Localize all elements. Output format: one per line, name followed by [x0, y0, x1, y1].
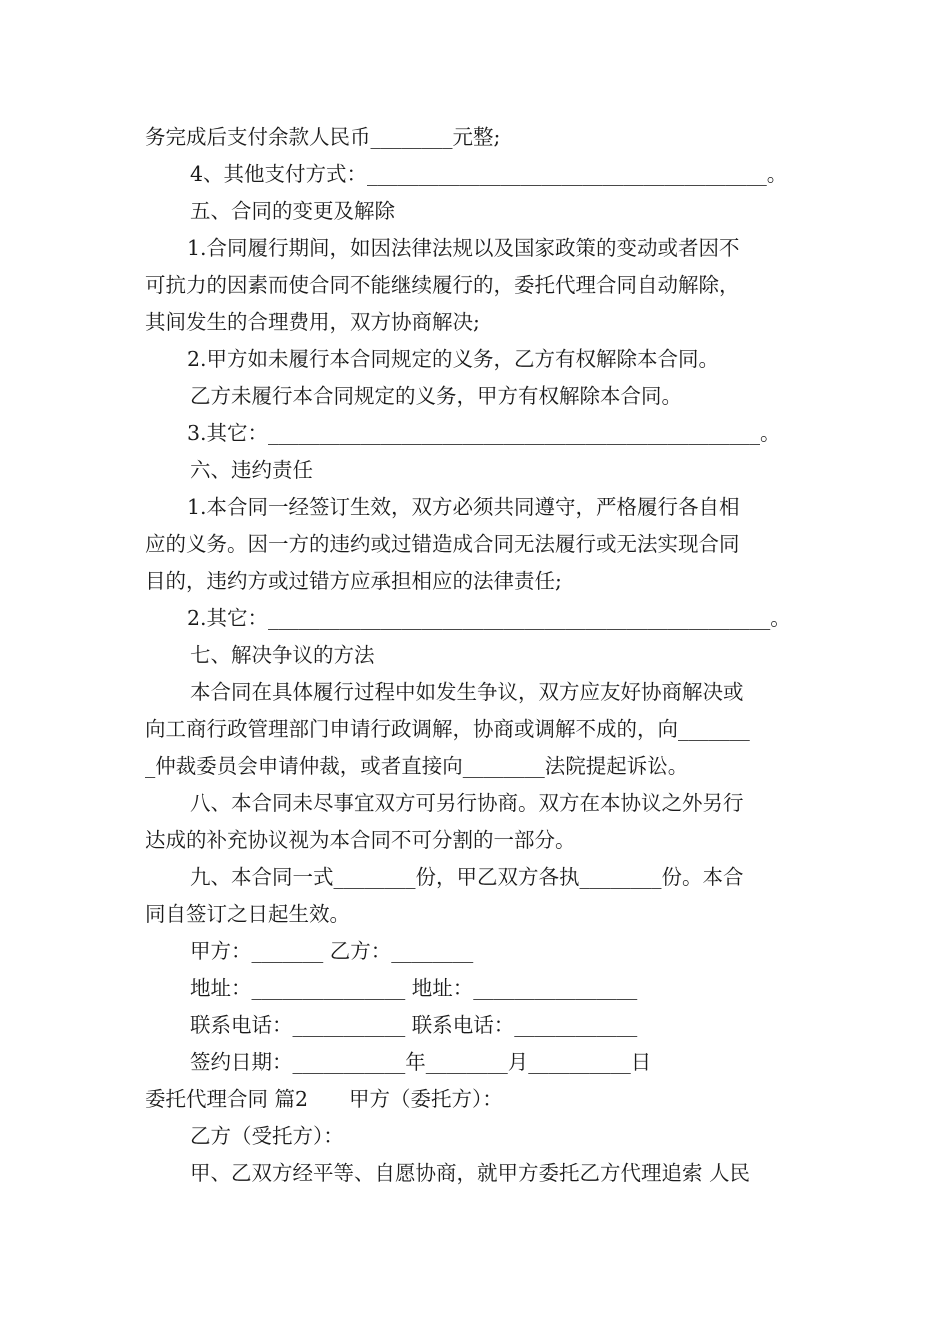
text-line: 1.本合同一经签订生效，双方必须共同遵守，严格履行各自相 [187, 495, 740, 519]
signature-date-line: 签约日期：___________年________月__________日 [190, 1050, 652, 1074]
text-line: 4、其他支付方式：_______________________________________。 [190, 162, 788, 186]
text-line: 同自签订之日起生效。 [145, 902, 350, 926]
text-line: 八、本合同未尽事宜双方可另行协商。双方在本协议之外另行 [190, 791, 744, 815]
text-line: 达成的补充协议视为本合同不可分割的一部分。 [145, 828, 576, 852]
text-line: 可抗力的因素而使合同不能继续履行的，委托代理合同自动解除， [145, 273, 740, 297]
text-line: 甲、乙双方经平等、自愿协商，就甲方委托乙方代理追索 人民 [190, 1161, 751, 1185]
contract-title-line: 委托代理合同 篇2 甲方（委托方）： [145, 1087, 503, 1111]
text-line: 应的义务。因一方的违约或过错造成合同无法履行或无法实现合同 [145, 532, 740, 556]
text-line: 2.其它：_________________________________________________。 [187, 606, 791, 630]
signature-party-line: 甲方：_______ 乙方：________ [190, 939, 474, 963]
text-line: 其间发生的合理费用，双方协商解决; [145, 310, 480, 334]
text-line: 1.合同履行期间，如因法律法规以及国家政策的变动或者因不 [187, 236, 740, 260]
text-line: 3.其它：________________________________________________。 [187, 421, 781, 445]
signature-address-line: 地址：_______________ 地址：________________ [190, 976, 638, 1000]
section-heading: 六、违约责任 [190, 458, 313, 482]
signature-phone-line: 联系电话：___________ 联系电话：____________ [190, 1013, 638, 1037]
text-line: 2.甲方如未履行本合同规定的义务，乙方有权解除本合同。 [187, 347, 720, 371]
text-line: 目的，违约方或过错方应承担相应的法律责任; [145, 569, 562, 593]
section-heading: 五、合同的变更及解除 [190, 199, 395, 223]
text-line: 九、本合同一式________份，甲乙双方各执________份。本合 [190, 865, 744, 889]
section-heading: 七、解决争议的方法 [190, 643, 375, 667]
text-line: 务完成后支付余款人民币________元整; [145, 125, 501, 149]
text-line: 乙方（受托方）： [190, 1124, 344, 1148]
text-line: 乙方未履行本合同规定的义务，甲方有权解除本合同。 [190, 384, 682, 408]
text-line: 本合同在具体履行过程中如发生争议，双方应友好协商解决或 [190, 680, 744, 704]
text-line: _仲裁委员会申请仲裁，或者直接向________法院提起诉讼。 [145, 754, 689, 778]
text-line: 向工商行政管理部门申请行政调解，协商或调解不成的，向_______ [145, 717, 750, 741]
